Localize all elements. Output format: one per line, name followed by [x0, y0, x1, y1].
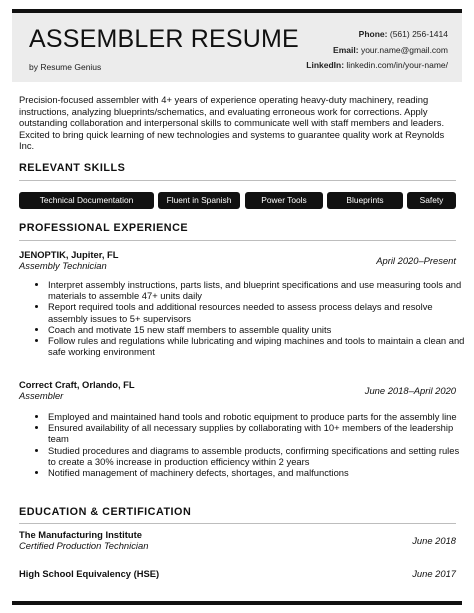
- list-item: • Notified management of machinery defects, shortages, and malfunctions: [48, 467, 468, 478]
- job-company: JENOPTIK, Jupiter, FL: [19, 249, 119, 260]
- skill-pill: Fluent in Spanish: [158, 192, 240, 209]
- resume-header: [12, 13, 462, 82]
- skills-divider: [19, 180, 456, 181]
- bottom-border-bar: [12, 601, 462, 605]
- contact-phone: Phone: (561) 256-1414: [358, 29, 448, 39]
- education-name: The Manufacturing Institute: [19, 529, 142, 540]
- contact-linkedin: LinkedIn: linkedin.com/in/your-name/: [306, 60, 448, 70]
- job-dates: April 2020–Present: [376, 255, 456, 266]
- skill-pill: Safety: [407, 192, 456, 209]
- list-item: • Follow rules and regulations while lubricating and wiping machines and tools to maintain a clean and safe working environment: [48, 335, 468, 357]
- education-heading: EDUCATION & CERTIFICATION: [19, 506, 192, 518]
- skill-pill: Blueprints: [327, 192, 403, 209]
- list-item: • Interpret assembly instructions, parts lists, and blueprint specifications and use measuring tools and materials to assemble 47+ units daily: [48, 279, 468, 301]
- list-item: • Report required tools and additional resources needed to assess process delays and resolve assembly issues to 5+ supervisors: [48, 301, 468, 323]
- experience-divider: [19, 240, 456, 241]
- skills-heading: RELEVANT SKILLS: [19, 162, 126, 174]
- job-role: Assembler: [19, 390, 64, 401]
- contact-email: Email: your.name@gmail.com: [333, 44, 448, 55]
- education-divider: [19, 523, 456, 524]
- education-detail: Certified Production Technician: [19, 540, 149, 551]
- byline: by Resume Genius: [29, 62, 102, 72]
- job-bullets: [19, 279, 468, 357]
- list-item: • Coach and motivate 15 new staff members to assemble quality units: [48, 324, 468, 335]
- skills-list: [19, 192, 456, 209]
- education-name: High School Equivalency (HSE): [19, 568, 160, 579]
- list-item: • Studied procedures and diagrams to assemble products, confirming specifications and setting rules to create a 30% increase in production efficiency within 2 years: [48, 445, 468, 467]
- job-dates: June 2018–April 2020: [364, 385, 456, 396]
- list-item: • Employed and maintained hand tools and robotic equipment to produce parts for the assembly line: [48, 411, 468, 422]
- resume-title: ASSEMBLER RESUME: [29, 25, 299, 53]
- job-company: Correct Craft, Orlando, FL: [19, 379, 135, 390]
- skill-pill: Power Tools: [245, 192, 323, 209]
- summary-paragraph: Precision-focused assembler with 4+ years of experience operating heavy-duty machinery, reading instructions, analyzing blueprints/schematics, and evaluating erroneous work for corrections. Apply outstanding collaboration and interpersonal skills to communicate well with staff members and leaders. Excited to bring quick learning of new technologies and systems to guarantee quality work at Reynolds Inc.: [19, 94, 445, 152]
- list-item: • Ensured availability of all necessary supplies by collaborating with 10+ members of the leadership team: [48, 422, 468, 444]
- job-bullets: [19, 411, 468, 478]
- contact-block: [306, 27, 448, 74]
- education-date: June 2018: [412, 535, 456, 546]
- experience-heading: PROFESSIONAL EXPERIENCE: [19, 222, 189, 234]
- skill-pill: Technical Documentation: [19, 192, 154, 209]
- job-role: Assembly Technician: [19, 260, 107, 271]
- education-date: June 2017: [412, 568, 456, 579]
